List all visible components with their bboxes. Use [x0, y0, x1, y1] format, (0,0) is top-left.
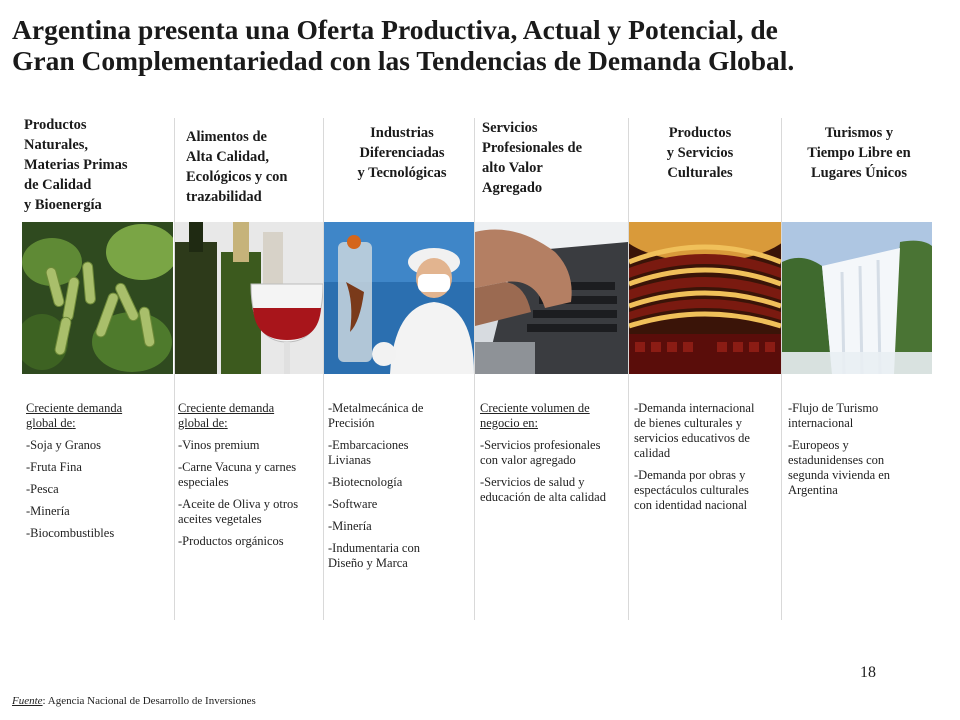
soybean-plants-photo — [22, 222, 173, 374]
list-item: -Demanda internacional de bienes culturales y servicios educativos de calidad — [634, 401, 755, 460]
list-item: -Minería — [26, 504, 70, 518]
list-item: -Vinos premium — [178, 438, 260, 452]
wine-bottles-photo — [175, 222, 323, 374]
heading-line: Turismos y — [824, 125, 894, 141]
column-list-industrias — [328, 401, 452, 578]
heading-line: Productos — [24, 117, 87, 133]
title-line-1: Argentina presenta una Oferta Productiva, Actual y Potencial, de — [12, 14, 778, 45]
opera-theatre-photo — [629, 222, 781, 374]
footnote-text: : Agencia Nacional de Desarrollo de Inversiones — [42, 695, 256, 707]
list-item: -Flujo de Turismo internacional — [788, 401, 879, 430]
heading-line: y Bioenergía — [24, 197, 102, 213]
list-item: -Pesca — [26, 482, 59, 496]
heading-line: alto Valor — [482, 160, 543, 176]
list-item: -Europeos y estadunidenses con segunda vivienda en Argentina — [788, 438, 891, 497]
waterfalls-photo — [782, 222, 932, 374]
list-intro: Creciente volumen de negocio en: — [480, 401, 590, 430]
list-item: -Minería — [328, 519, 372, 533]
heading-line: Agregado — [482, 180, 543, 196]
footnote-label: Fuente — [12, 695, 43, 707]
list-item: -Demanda por obras y espectáculos culturales con identidad nacional — [634, 468, 749, 512]
list-item: -Soja y Granos — [26, 438, 101, 452]
list-item: -Metalmecánica de Precisión — [328, 401, 424, 430]
column-list-turismo — [788, 401, 924, 505]
heading-line: Materias Primas — [24, 157, 128, 173]
column-list-productos-naturales — [26, 401, 150, 548]
list-item: -Servicios profesionales con valor agregado — [480, 438, 601, 467]
heading-line: Tiempo Libre en — [807, 145, 911, 161]
column-heading-productos-naturales — [24, 115, 174, 215]
column-heading-turismo — [784, 123, 934, 183]
list-item: -Aceite de Oliva y otros aceites vegetales — [178, 497, 299, 526]
column-heading-alimentos — [186, 127, 326, 207]
list-item: -Servicios de salud y educación de alta calidad — [480, 475, 606, 504]
heading-line: Profesionales de — [482, 140, 583, 156]
source-footnote — [12, 695, 256, 707]
column-list-servicios — [480, 401, 620, 512]
column-list-culturales — [634, 401, 768, 520]
heading-line: Lugares Únicos — [810, 165, 907, 181]
title-line-2: Gran Complementariedad con las Tendencias de Demanda Global. — [12, 45, 795, 76]
heading-line: Alta Calidad, — [186, 149, 269, 165]
column-list-alimentos — [178, 401, 306, 556]
list-item: -Carne Vacuna y carnes especiales — [178, 460, 297, 489]
heading-line: y Tecnológicas — [357, 165, 447, 181]
column-heading-culturales — [630, 123, 770, 183]
heading-line: y Servicios — [666, 145, 734, 161]
list-item: -Productos orgánicos — [178, 534, 284, 548]
heading-line: de Calidad — [24, 177, 92, 193]
heading-line: Alimentos de — [186, 129, 267, 145]
heading-line: Ecológicos y con — [186, 169, 288, 185]
page-number: 18 — [860, 664, 876, 681]
column-heading-industrias — [332, 123, 472, 183]
heading-line: Industrias — [370, 125, 434, 141]
list-item: -Fruta Fina — [26, 460, 82, 474]
list-item: -Embarcaciones Livianas — [328, 438, 409, 467]
heading-line: Productos — [668, 125, 732, 141]
list-item: -Software — [328, 497, 378, 511]
list-item: -Biocombustibles — [26, 526, 115, 540]
heading-line: Culturales — [667, 165, 733, 181]
column-heading-servicios — [482, 118, 628, 198]
list-item: -Biotecnología — [328, 475, 403, 489]
list-item: -Indumentaria con Diseño y Marca — [328, 541, 420, 570]
heading-line: Diferenciadas — [359, 145, 445, 161]
list-intro: Creciente demanda global de: — [26, 401, 123, 430]
heading-line: Servicios — [482, 120, 538, 136]
page-title — [12, 14, 952, 76]
heading-line: Naturales, — [24, 137, 89, 153]
laptop-keyboard-photo — [475, 222, 628, 374]
list-intro: Creciente demanda global de: — [178, 401, 275, 430]
lab-scientist-photo — [324, 222, 474, 374]
heading-line: trazabilidad — [186, 189, 262, 205]
